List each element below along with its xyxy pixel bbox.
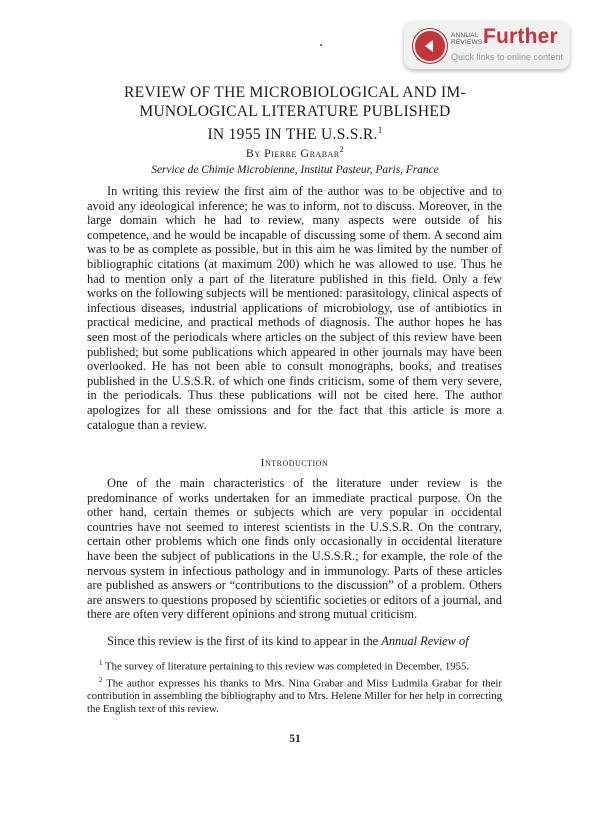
journal-name-italic: Annual Review of — [381, 634, 469, 648]
footnote-2-text: The author expresses his thanks to Mrs. Nina Grabar and Miss Ludmila Grabar for their contribution in assembling the bibliography and to Mrs. Helene Miller for her help in correcting the English text of this review. — [87, 677, 502, 716]
paragraph-continued — [87, 634, 502, 649]
footnotes — [87, 657, 502, 716]
banner-subtitle: Quick links to online content — [451, 52, 564, 62]
page-number: 51 — [289, 733, 301, 745]
banner-further-title: Further — [483, 25, 558, 48]
banner-line-annual: ANNUAL — [451, 32, 479, 39]
play-icon-glyph — [422, 38, 438, 54]
author-footnote-mark: 2 — [339, 145, 345, 154]
section-heading-introduction: Introduction — [260, 457, 329, 469]
author-affiliation: Service de Chimie Microbienne, Institut Pasteur, Paris, France — [151, 164, 439, 176]
article-title — [60, 84, 530, 145]
title-footnote-mark: 1 — [377, 125, 383, 135]
footnote-1-text: The survey of literature pertaining to this review was completed in December, 1955. — [105, 660, 470, 673]
scan-speck — [320, 44, 322, 46]
play-icon[interactable] — [413, 29, 447, 63]
paragraph-intro: In writing this review the first aim of the author was to be objective and to avoid any ideological inference; he was to inform, not to discuss. Moreover, in the large domain which he had to review, many aspects were outside of his competence, and he would be incapable of discussing some of them. A second aim was to be as complete as possible, but in this aim he was limited by the number of bibliographic citations (at maximum 200) which he was allowed to use. Thus he had to mention only a part of the literature published in this field. Only a few works on the following subjects will be mentioned: parasitology, clinical aspects of infectious diseases, industrial applications of microbiology, use of antibiotics in practical medicine, and practical methods of diagnosis. The author hopes he has seen most of the periodicals where articles on the subject of this review have been published; but some publications which appeared in other journals may have been overlooked. He has not been able to consult monographs, books, and treatises published in the U.S.S.R. of which one finds criticism, some of them very severe, in the periodicals. Thus these publications will not be cited here. The author apologizes for all these omissions and for the fact that this article is more a catalogue than a review. — [87, 184, 502, 432]
title-line-3 — [60, 121, 530, 145]
title-line-2: MUNOLOGICAL LITERATURE PUBLISHED — [139, 102, 451, 120]
footnote-2-mark: 2 — [99, 675, 103, 684]
paragraph-introduction: One of the main characteristics of the literature under review is the predominance of works undertaken for an immediate practical purpose. On the other hand, certain themes or subjects which are very popular in occidental countries have not seemed to interest scientists in the U.S.S.R. On the contrary, certain other problems which one finds only occasionally in occidental literature have been the subject of publications in the U.S.S.R.; for example, the role of the nervous system in infectious pathology and in immunology. Parts of these articles are published as answers or “contributions to the discussion” of a problem. Others are answers to questions proposed by scientific societies or editors of a journal, and there are often very different opinions and strong mutual criticism. — [87, 476, 502, 622]
further-reviews-banner[interactable] — [404, 21, 570, 69]
author-name: By Pierre Grabar — [245, 146, 340, 160]
author-byline — [60, 145, 530, 161]
paragraph-continued-text: Since this review is the first of its kind to appear in the — [107, 634, 382, 648]
title-line-3-text: IN 1955 IN THE U.S.S.R. — [207, 126, 378, 144]
title-line-1: REVIEW OF THE MICROBIOLOGICAL AND IM- — [124, 84, 466, 101]
footnote-1-mark: 1 — [99, 659, 103, 667]
footnote-1 — [87, 657, 502, 674]
footnote-2 — [87, 674, 502, 717]
banner-line-reviews: REVIEWS — [451, 39, 483, 46]
banner-annual-reviews-label — [451, 32, 482, 46]
